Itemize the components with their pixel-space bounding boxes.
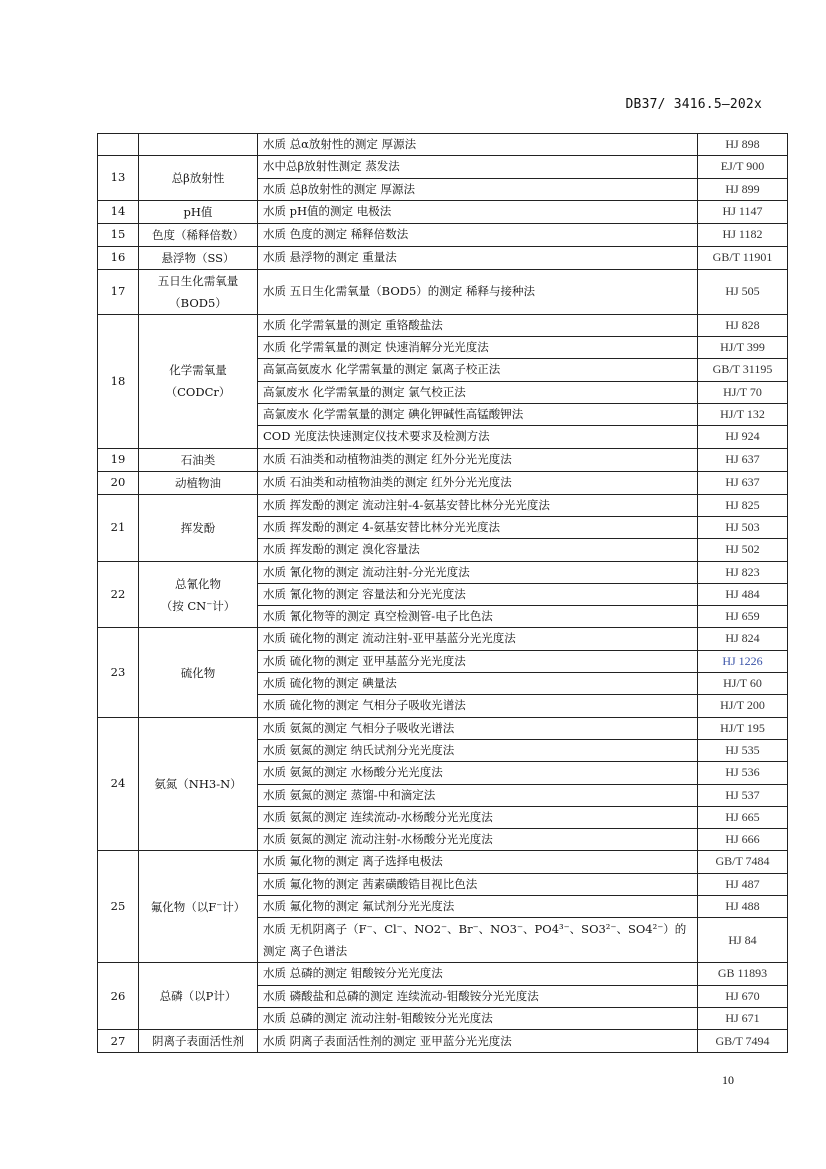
standard-code: GB/T 7484 xyxy=(698,851,788,873)
row-number: 26 xyxy=(98,963,139,1030)
method-name: 水质 无机阴离子（F⁻、Cl⁻、NO2⁻、Br⁻、NO3⁻、PO4³⁻、SO3²⁻、SO4²⁻）的测定 离子色谱法 xyxy=(258,918,698,963)
standard-code-link[interactable]: HJ 1226 xyxy=(698,650,788,672)
table-row xyxy=(98,269,788,314)
table-row xyxy=(98,717,788,739)
document-code: DB37/ 3416.5—202x xyxy=(625,97,762,112)
method-name: 水中总β放射性测定 蒸发法 xyxy=(258,156,698,178)
standard-code: HJ 665 xyxy=(698,806,788,828)
table-row xyxy=(98,494,788,516)
row-number: 17 xyxy=(98,269,139,314)
method-name: 水质 石油类和动植物油类的测定 红外分光光度法 xyxy=(258,471,698,494)
method-name: 水质 氟化物的测定 氟试剂分光光度法 xyxy=(258,896,698,918)
standard-code: HJ 825 xyxy=(698,494,788,516)
standard-code: HJ 823 xyxy=(698,561,788,583)
row-number: 20 xyxy=(98,471,139,494)
method-name: COD 光度法快速测定仪技术要求及检测方法 xyxy=(258,426,698,448)
standard-code: HJ 659 xyxy=(698,606,788,628)
item-name: 挥发酚 xyxy=(139,494,258,561)
standard-code: HJ 484 xyxy=(698,583,788,605)
standard-code: HJ 828 xyxy=(698,314,788,336)
method-name: 高氯废水 化学需氧量的测定 碘化钾碱性高锰酸钾法 xyxy=(258,404,698,426)
method-name: 水质 磷酸盐和总磷的测定 连续流动-钼酸铵分光光度法 xyxy=(258,985,698,1007)
table-row xyxy=(98,471,788,494)
method-name: 水质 氨氮的测定 纳氏试剂分光光度法 xyxy=(258,739,698,761)
row-number: 23 xyxy=(98,628,139,717)
method-name: 水质 氰化物等的测定 真空检测管-电子比色法 xyxy=(258,606,698,628)
standard-code: HJ 84 xyxy=(698,918,788,963)
item-name-line1: 五日生化需氧量 xyxy=(157,273,239,288)
item-name-line2: （BOD5） xyxy=(169,295,227,310)
item-name: 阴离子表面活性剂 xyxy=(139,1030,258,1053)
standard-code: HJ 670 xyxy=(698,985,788,1007)
standard-code: HJ 488 xyxy=(698,896,788,918)
method-name: 水质 总磷的测定 钼酸铵分光光度法 xyxy=(258,963,698,985)
method-name: 水质 pH值的测定 电极法 xyxy=(258,200,698,223)
row-number: 27 xyxy=(98,1030,139,1053)
standard-code: GB/T 7494 xyxy=(698,1030,788,1053)
method-name: 水质 氨氮的测定 流动注射-水杨酸分光光度法 xyxy=(258,829,698,851)
item-name-line2: （按 CN⁻计） xyxy=(160,598,236,613)
standard-code: HJ/T 70 xyxy=(698,381,788,403)
item-name: 氟化物（以F⁻计） xyxy=(139,851,258,963)
method-name: 水质 悬浮物的测定 重量法 xyxy=(258,246,698,269)
standard-code: HJ/T 60 xyxy=(698,673,788,695)
row-number: 24 xyxy=(98,717,139,851)
item-name-line1: 总氰化物 xyxy=(175,576,221,591)
method-name: 水质 氨氮的测定 连续流动-水杨酸分光光度法 xyxy=(258,806,698,828)
method-name: 水质 挥发酚的测定 4-氨基安替比林分光光度法 xyxy=(258,516,698,538)
table-row xyxy=(98,561,788,583)
table-row xyxy=(98,200,788,223)
method-name: 水质 石油类和动植物油类的测定 红外分光光度法 xyxy=(258,448,698,471)
method-name: 水质 氟化物的测定 离子选择电极法 xyxy=(258,851,698,873)
standard-code: HJ 487 xyxy=(698,873,788,895)
standard-code: HJ/T 195 xyxy=(698,717,788,739)
item-name: 石油类 xyxy=(139,448,258,471)
item-name: 动植物油 xyxy=(139,471,258,494)
row-number: 22 xyxy=(98,561,139,628)
method-name: 水质 氰化物的测定 容量法和分光光度法 xyxy=(258,583,698,605)
standard-code: HJ 502 xyxy=(698,539,788,561)
row-number: 19 xyxy=(98,448,139,471)
method-name: 水质 氟化物的测定 茜素磺酸锆目视比色法 xyxy=(258,873,698,895)
standard-code: GB/T 11901 xyxy=(698,246,788,269)
item-name: 悬浮物（SS） xyxy=(139,246,258,269)
page-number: 10 xyxy=(722,1073,734,1087)
item-name: pH值 xyxy=(139,200,258,223)
item-name: 色度（稀释倍数） xyxy=(139,223,258,246)
table-row xyxy=(98,851,788,873)
standard-code: HJ 671 xyxy=(698,1007,788,1029)
standard-code: HJ/T 200 xyxy=(698,695,788,717)
method-name: 水质 五日生化需氧量（BOD5）的测定 稀释与接种法 xyxy=(258,269,698,314)
method-name: 水质 硫化物的测定 气相分子吸收光谱法 xyxy=(258,695,698,717)
standard-code: HJ 535 xyxy=(698,739,788,761)
item-name xyxy=(139,269,258,314)
table-row xyxy=(98,448,788,471)
item-name-line1: 化学需氧量 xyxy=(169,363,227,378)
item-name: 氨氮（NH3-N） xyxy=(139,717,258,851)
standard-code: HJ 536 xyxy=(698,762,788,784)
standard-code: HJ 637 xyxy=(698,471,788,494)
row-number: 15 xyxy=(98,223,139,246)
standard-code: HJ 666 xyxy=(698,829,788,851)
row-number: 21 xyxy=(98,494,139,561)
method-name: 水质 氨氮的测定 水杨酸分光光度法 xyxy=(258,762,698,784)
method-name: 水质 色度的测定 稀释倍数法 xyxy=(258,223,698,246)
standard-code: HJ 505 xyxy=(698,269,788,314)
row-number: 18 xyxy=(98,314,139,448)
method-name: 水质 挥发酚的测定 流动注射-4-氨基安替比林分光光度法 xyxy=(258,494,698,516)
item-name-line2: （CODCr） xyxy=(165,385,231,400)
method-name: 水质 总α放射性的测定 厚源法 xyxy=(258,134,698,156)
item-name: 总β放射性 xyxy=(139,156,258,201)
standard-code: HJ 899 xyxy=(698,178,788,200)
standard-code: GB/T 31195 xyxy=(698,359,788,381)
standard-code: HJ 924 xyxy=(698,426,788,448)
standard-code: HJ/T 399 xyxy=(698,337,788,359)
item-name xyxy=(139,314,258,448)
standards-table xyxy=(97,133,788,1053)
method-name: 水质 氨氮的测定 蒸馏-中和滴定法 xyxy=(258,784,698,806)
standard-code: HJ/T 132 xyxy=(698,404,788,426)
method-name: 水质 硫化物的测定 亚甲基蓝分光光度法 xyxy=(258,650,698,672)
item-name xyxy=(139,561,258,628)
standard-code: HJ 503 xyxy=(698,516,788,538)
method-name: 水质 阴离子表面活性剂的测定 亚甲蓝分光光度法 xyxy=(258,1030,698,1053)
method-name: 水质 总β放射性的测定 厚源法 xyxy=(258,178,698,200)
table-row xyxy=(98,314,788,336)
standard-code: HJ 898 xyxy=(698,134,788,156)
row-number: 13 xyxy=(98,156,139,201)
method-name: 水质 挥发酚的测定 溴化容量法 xyxy=(258,539,698,561)
method-name: 水质 氰化物的测定 流动注射-分光光度法 xyxy=(258,561,698,583)
item-name: 硫化物 xyxy=(139,628,258,717)
method-name: 水质 氨氮的测定 气相分子吸收光谱法 xyxy=(258,717,698,739)
method-name: 水质 总磷的测定 流动注射-钼酸铵分光光度法 xyxy=(258,1007,698,1029)
method-name: 水质 硫化物的测定 碘量法 xyxy=(258,673,698,695)
method-name: 水质 硫化物的测定 流动注射-亚甲基蓝分光光度法 xyxy=(258,628,698,650)
item-name xyxy=(139,134,258,156)
method-name: 水质 化学需氧量的测定 快速消解分光光度法 xyxy=(258,337,698,359)
table-row xyxy=(98,156,788,178)
standard-code: EJ/T 900 xyxy=(698,156,788,178)
standard-code: HJ 824 xyxy=(698,628,788,650)
standard-code: HJ 1182 xyxy=(698,223,788,246)
table-row xyxy=(98,1030,788,1053)
table-row xyxy=(98,134,788,156)
row-number xyxy=(98,134,139,156)
standard-code: HJ 537 xyxy=(698,784,788,806)
row-number: 14 xyxy=(98,200,139,223)
standard-code: HJ 1147 xyxy=(698,200,788,223)
table-row xyxy=(98,223,788,246)
row-number: 25 xyxy=(98,851,139,963)
table-row xyxy=(98,628,788,650)
method-name: 水质 化学需氧量的测定 重铬酸盐法 xyxy=(258,314,698,336)
method-name: 高氯高氨废水 化学需氧量的测定 氯离子校正法 xyxy=(258,359,698,381)
table-row xyxy=(98,246,788,269)
table-row xyxy=(98,963,788,985)
standard-code: GB 11893 xyxy=(698,963,788,985)
row-number: 16 xyxy=(98,246,139,269)
standard-code: HJ 637 xyxy=(698,448,788,471)
method-name: 高氯废水 化学需氧量的测定 氯气校正法 xyxy=(258,381,698,403)
item-name: 总磷（以P计） xyxy=(139,963,258,1030)
